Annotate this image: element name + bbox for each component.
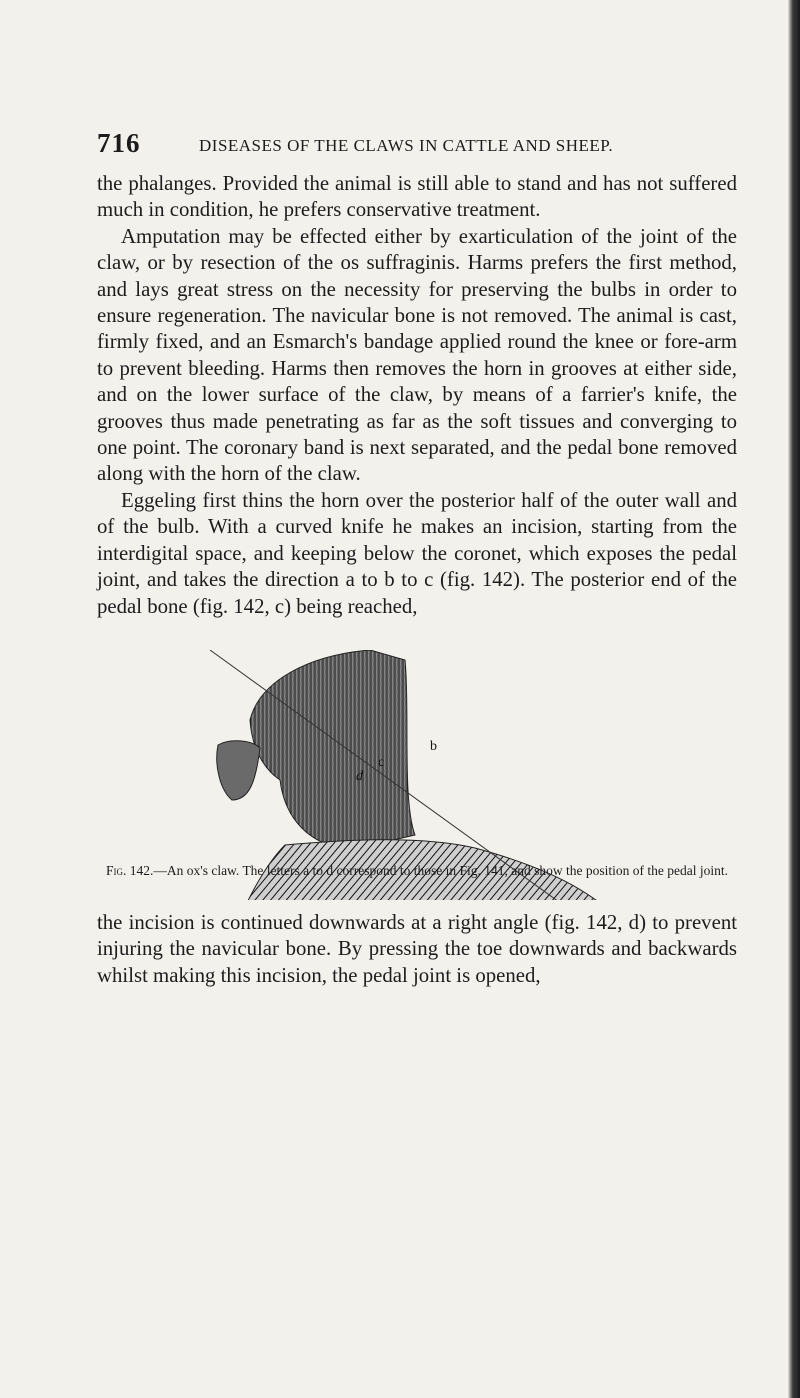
letter-d: d [356,769,363,784]
body-text-bottom [97,910,737,989]
paragraph: the phalanges. Provided the animal is still able to stand and has not suffered much in condition, he prefers conservative treatment. [97,172,737,222]
paragraph: the incision is continued downwards at a right angle (fig. 142, d) to prevent injuring the navicular bone. By pressing the toe downwards and backwards whilst making this incision, the pedal joint is opened, [97,911,737,987]
paragraph: Eggeling first thins the horn over the posterior half of the outer wall and of the bulb. With a curved knife he makes an incision, starting from the interdigital space, and keeping below the coronet, which exposes the pedal joint, and takes the direction a to b to c (fig. 142). The posterior end of the pedal bone (fig. 142, c) being reached, [97,488,737,618]
page-header [97,128,737,164]
page-edge-shadow [788,0,800,1398]
fetlock-hair [250,650,415,850]
figure-label: Fig. 142. [106,863,154,878]
caption-text: —An ox's claw. The letters a to d correspond to those in Fig. 141, and show the position of the pedal joint. [153,863,728,878]
dewclaw [217,741,260,800]
paragraph: Amputation may be effected either by exarticulation of the joint of the claw, or by resection of the os suffraginis. Harms prefers the first method, and lays great stress on the necessity for preserving the bulbs in order to ensure regeneration. The navicular bone is not removed. The animal is cast, firmly fixed, and an Esmarch's bandage applied round the knee or fore-arm to prevent bleeding. Harms then removes the horn in grooves at either side, and on the lower surface of the claw, by means of a farrier's knife, the grooves thus made penetrating as far as the soft tissues and converging to one point. The coronary band is next separated, and the pedal bone removed along with the horn of the claw. [97,224,737,486]
body-text-top [97,171,737,620]
letter-b: b [430,739,437,754]
letter-c: c [378,755,385,770]
running-head: DISEASES OF THE CLAWS IN CATTLE AND SHEEP. [199,136,614,155]
page-number: 716 [97,128,141,158]
figure-caption [97,862,737,879]
